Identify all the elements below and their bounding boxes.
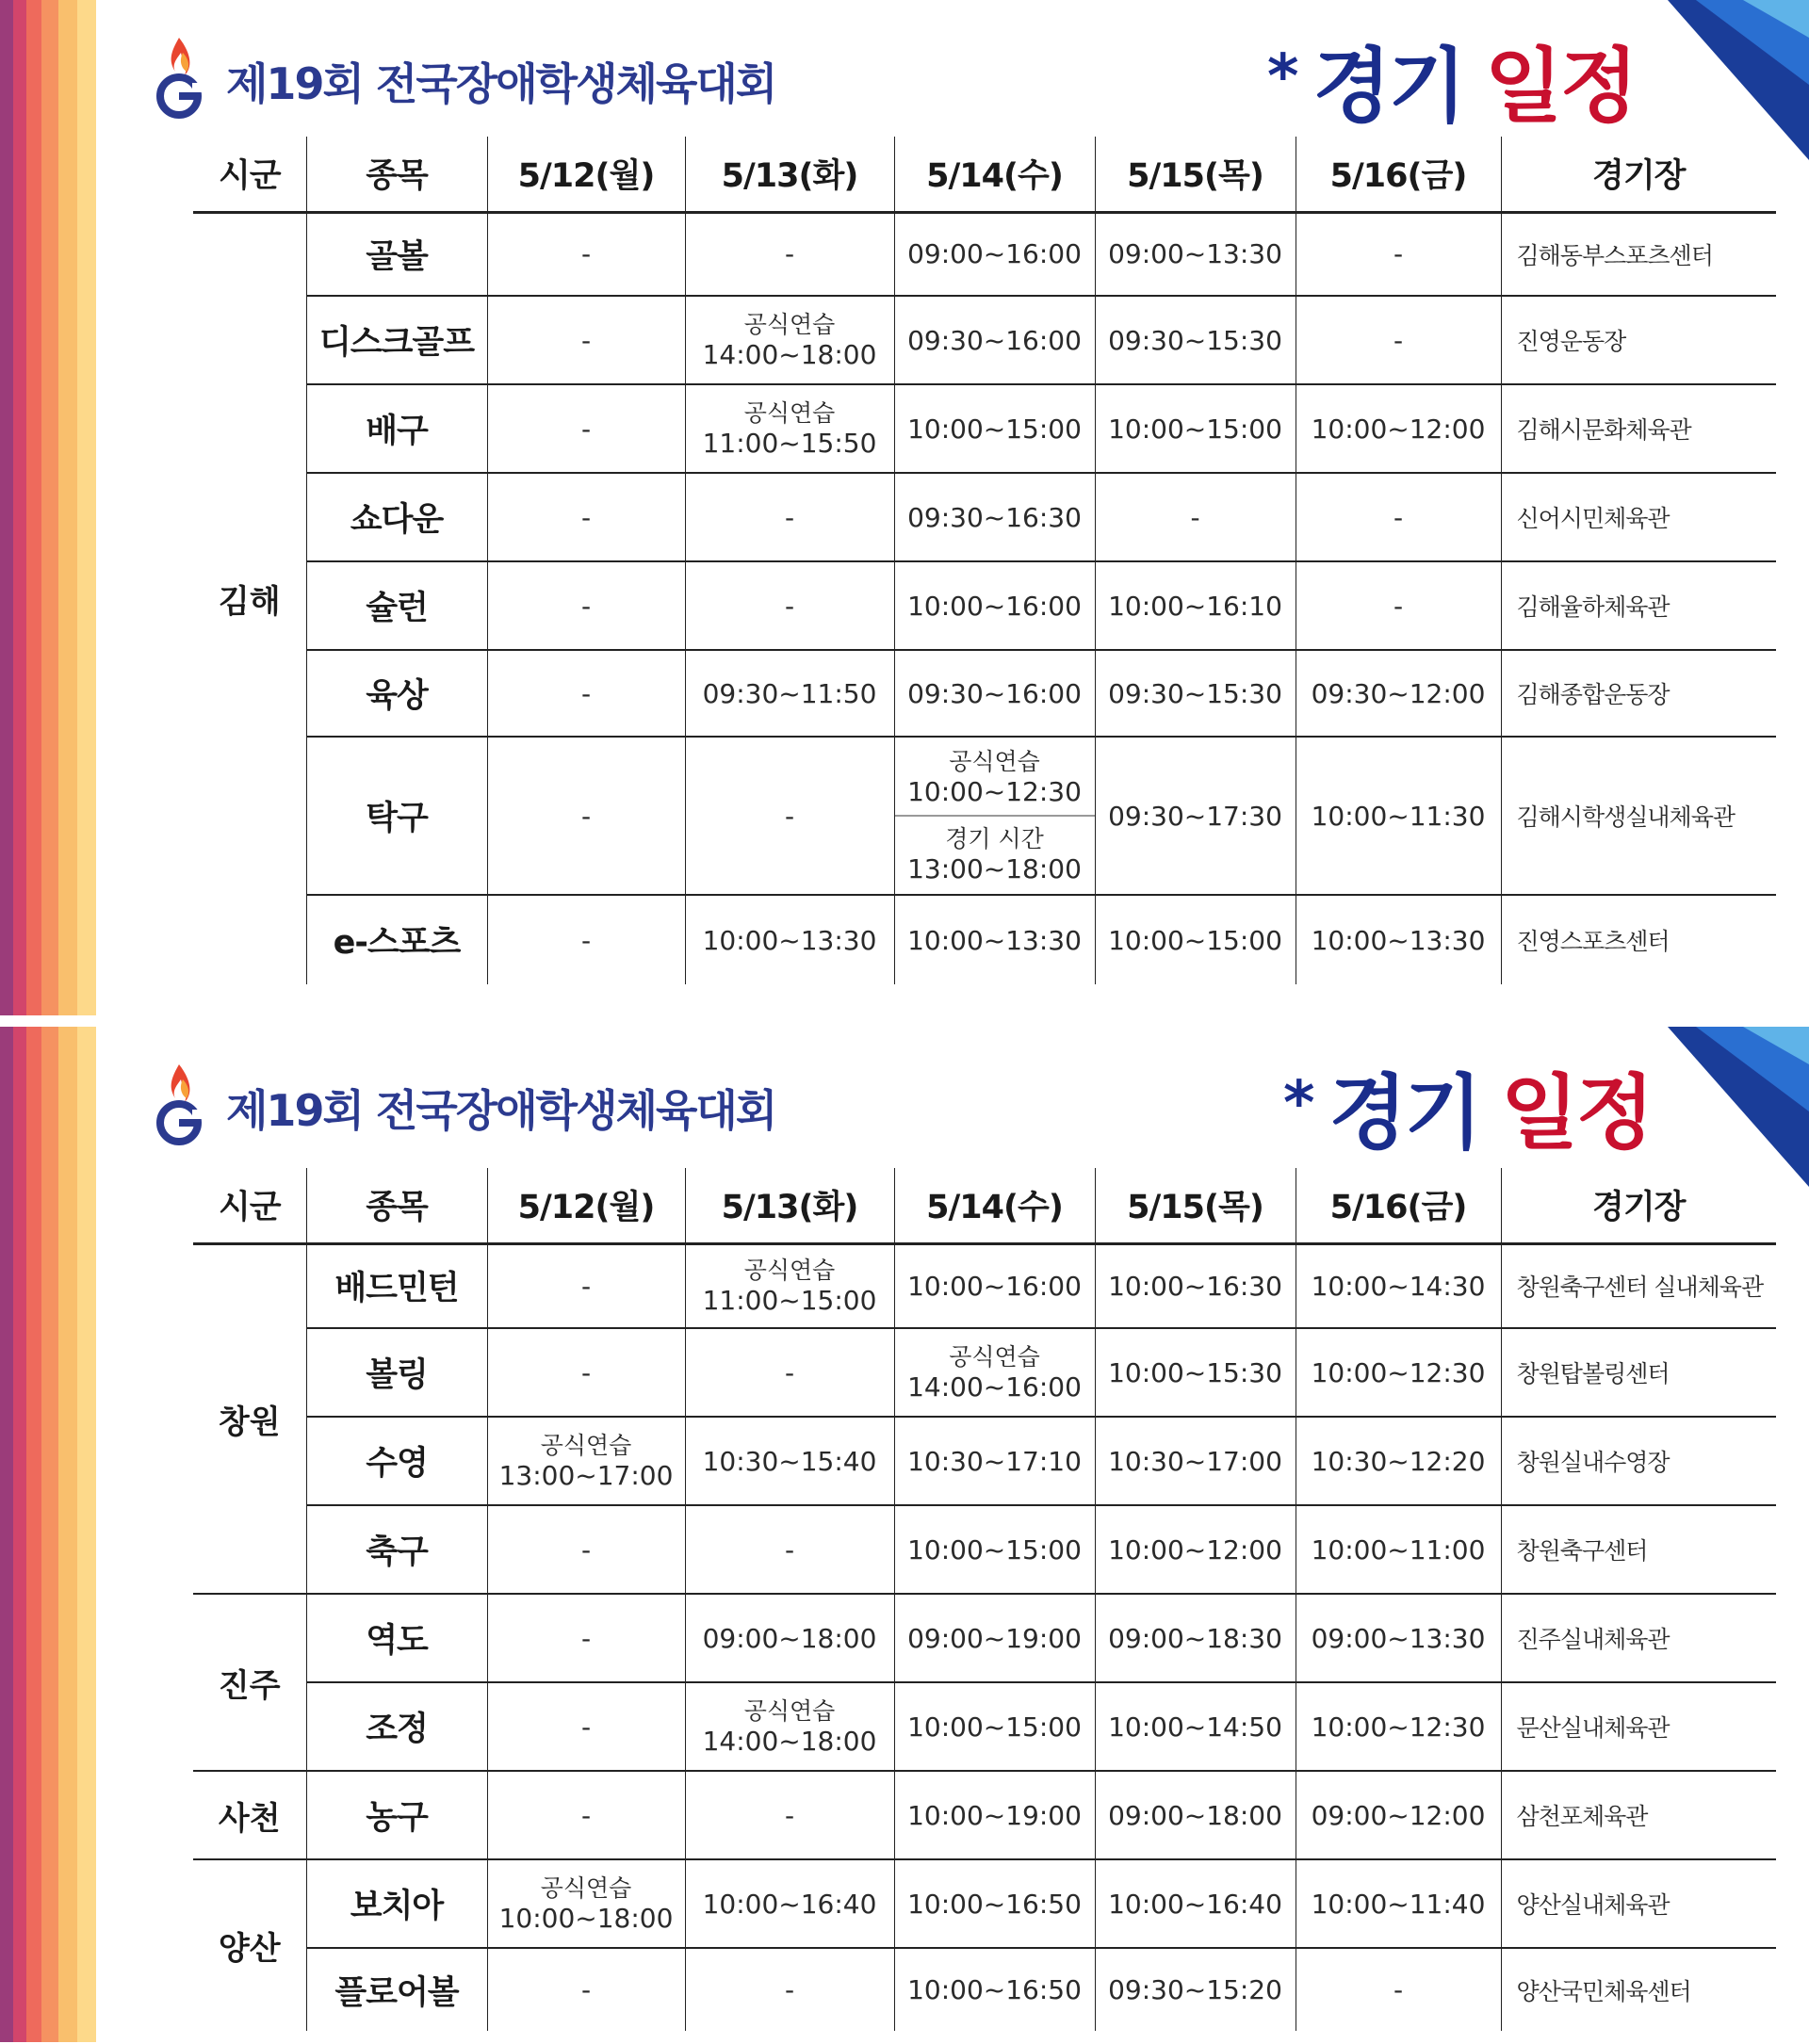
day-cell: - [487,1594,685,1682]
day-cell: - [487,1328,685,1417]
day-cell: 10:00~12:30 [1296,1682,1501,1771]
day-cell: - [487,737,685,895]
day-cell: 10:30~17:00 [1095,1417,1296,1505]
practice-label: 공식연습 [540,1432,632,1459]
title-asterisk: * [1267,42,1296,112]
practice-label: 공식연습 [540,1874,632,1902]
day-cell: - [487,212,685,296]
event-header [151,1061,775,1145]
torch-logo-icon [151,1061,209,1145]
day-cell: 10:00~13:30 [1296,895,1501,984]
schedule-table [193,1168,1776,2031]
sport-cell: 육상 [306,650,487,737]
day-cell: 10:00~11:40 [1296,1859,1501,1948]
day-cell: - [1296,296,1501,384]
practice-label: 공식연습 [743,311,836,338]
day-cell: 09:00~18:30 [1095,1594,1296,1682]
practice-label: 공식연습 [743,399,836,427]
venue-cell: 김해율하체육관 [1501,561,1776,650]
day-cell [685,1682,894,1771]
day-cell: 10:30~12:20 [1296,1417,1501,1505]
match-time-label: 경기 시간 [945,825,1044,852]
day-cell: 10:00~16:40 [1095,1859,1296,1948]
day-cell: - [1296,473,1501,561]
table-row [193,561,1776,650]
header-day-2: 5/13(화) [685,1168,894,1243]
event-title: 제19회 전국장애학생체육대회 [226,1085,776,1136]
header-sport: 종목 [306,137,487,212]
day-cell: - [487,561,685,650]
day-cell: 09:30~15:30 [1095,650,1296,737]
sport-cell: e-스포츠 [306,895,487,984]
title-word-2: 일정 [1500,1066,1652,1160]
time-range: 11:00~15:00 [702,1285,877,1317]
day-cell: - [685,1328,894,1417]
header-day-3: 5/14(수) [894,137,1095,212]
venue-cell: 창원탑볼링센터 [1501,1328,1776,1417]
torch-logo-icon [151,34,209,119]
day-cell: - [685,1771,894,1859]
table-row [193,737,1776,895]
day-cell: 10:00~11:30 [1296,737,1501,895]
table-row [193,1859,1776,1948]
time-range: 10:00~18:00 [498,1903,674,1934]
table-header-row [193,1168,1776,1243]
sport-cell: 볼링 [306,1328,487,1417]
header-sport: 종목 [306,1168,487,1243]
sport-cell: 조정 [306,1682,487,1771]
sport-cell: 역도 [306,1594,487,1682]
time-range: 13:00~17:00 [498,1460,674,1491]
venue-cell: 김해동부스포츠센터 [1501,212,1776,296]
sport-cell: 플로어볼 [306,1948,487,2031]
header-day-3: 5/14(수) [894,1168,1095,1243]
decorative-stripes [0,1027,96,2042]
sport-cell: 배드민턴 [306,1243,487,1328]
day-cell: 10:00~12:00 [1296,384,1501,473]
day-cell: 10:00~13:30 [685,895,894,984]
day-cell: - [685,1505,894,1594]
header-venue: 경기장 [1501,137,1776,212]
city-cell: 진주 [218,1666,281,1705]
day-cell: 09:30~17:30 [1095,737,1296,895]
corner-decoration [1639,1027,1809,1187]
day-cell: 09:30~16:30 [894,473,1095,561]
day-cell: - [487,1948,685,2031]
day-cell: 10:00~16:50 [894,1948,1095,2031]
header-day-5: 5/16(금) [1296,137,1501,212]
event-header [151,34,775,119]
sport-cell: 농구 [306,1771,487,1859]
time-range: 13:00~18:00 [907,853,1082,884]
day-cell: - [1095,473,1296,561]
schedule-title [1267,21,1636,138]
sport-cell: 쇼다운 [306,473,487,561]
practice-label: 공식연습 [949,1343,1040,1371]
table-row [193,650,1776,737]
venue-cell: 김해시문화체육관 [1501,384,1776,473]
table-row [193,473,1776,561]
venue-cell: 김해시학생실내체육관 [1501,737,1776,895]
day-cell: - [685,212,894,296]
day-cell: 10:00~16:00 [894,1243,1095,1328]
venue-cell: 진주실내체육관 [1501,1594,1776,1682]
day-cell: 10:00~16:40 [685,1859,894,1948]
venue-cell: 창원실내수영장 [1501,1417,1776,1505]
day-cell: 10:00~19:00 [894,1771,1095,1859]
day-cell: 10:00~15:00 [1095,895,1296,984]
schedule-title [1283,1047,1652,1164]
day-cell: 09:30~16:00 [894,296,1095,384]
day-cell: 10:00~16:00 [894,561,1095,650]
day-cell: - [487,650,685,737]
venue-cell: 진영스포츠센터 [1501,895,1776,984]
time-range: 14:00~18:00 [702,1726,877,1757]
day-cell: 09:00~13:30 [1095,212,1296,296]
time-range: 14:00~18:00 [702,339,877,370]
day-cell: - [685,561,894,650]
title-asterisk: * [1283,1069,1312,1139]
schedule-panel-gimhae [0,0,1809,1015]
day-cell: 09:30~15:20 [1095,1948,1296,2031]
table-row [193,1948,1776,2031]
time-range: 10:00~12:30 [907,776,1082,807]
table-row [193,1682,1776,1771]
day-cell: 10:30~17:10 [894,1417,1095,1505]
sport-cell: 축구 [306,1505,487,1594]
day-cell: - [487,473,685,561]
schedule-panel-others [0,1027,1809,2042]
day-cell: 09:00~13:30 [1296,1594,1501,1682]
day-cell: - [685,1948,894,2031]
city-cell: 양산 [218,1930,281,1968]
header-day-1: 5/12(월) [487,137,685,212]
day-cell: 09:30~11:50 [685,650,894,737]
header-day-5: 5/16(금) [1296,1168,1501,1243]
venue-cell: 진영운동장 [1501,296,1776,384]
sport-cell: 골볼 [306,212,487,296]
day-cell: 10:00~11:00 [1296,1505,1501,1594]
day-cell: - [685,473,894,561]
venue-cell: 창원축구센터 [1501,1505,1776,1594]
table-row [193,1594,1776,1682]
title-word-1: 경기 [1328,1066,1480,1160]
practice-label: 공식연습 [743,1697,836,1725]
day-cell [685,384,894,473]
header-day-4: 5/15(목) [1095,137,1296,212]
venue-cell: 김해종합운동장 [1501,650,1776,737]
day-cell [487,1859,685,1948]
day-cell [487,1417,685,1505]
table-row [193,895,1776,984]
table-row [193,1417,1776,1505]
day-cell [894,1328,1095,1417]
venue-cell: 양산국민체육센터 [1501,1948,1776,2031]
day-cell: - [487,1243,685,1328]
header-day-2: 5/13(화) [685,137,894,212]
day-cell [685,1243,894,1328]
table-row [193,296,1776,384]
sport-cell: 슐런 [306,561,487,650]
day-cell: 10:00~12:00 [1095,1505,1296,1594]
time-range: 11:00~15:50 [702,428,877,459]
day-cell: 10:00~15:00 [894,1505,1095,1594]
venue-cell: 신어시민체육관 [1501,473,1776,561]
table-row [193,384,1776,473]
event-title: 제19회 전국장애학생체육대회 [226,58,776,109]
sport-cell: 보치아 [306,1859,487,1948]
day-cell: - [487,1682,685,1771]
header-day-1: 5/12(월) [487,1168,685,1243]
day-cell: 10:00~14:30 [1296,1243,1501,1328]
split-cell-top [895,747,1095,817]
decorative-stripes [0,0,96,1015]
city-cell: 김해 [218,583,281,622]
day-cell: 09:30~12:00 [1296,650,1501,737]
day-cell: 10:30~15:40 [685,1417,894,1505]
table-row [193,1505,1776,1594]
venue-cell: 문산실내체육관 [1501,1682,1776,1771]
venue-cell: 창원축구센터 실내체육관 [1501,1243,1776,1328]
day-cell: - [487,1771,685,1859]
sport-cell: 디스크골프 [306,296,487,384]
day-cell: 09:30~16:00 [894,650,1095,737]
day-cell: 09:00~16:00 [894,212,1095,296]
header-day-4: 5/15(목) [1095,1168,1296,1243]
day-cell: 09:00~19:00 [894,1594,1095,1682]
sport-cell: 탁구 [306,737,487,895]
venue-cell: 양산실내체육관 [1501,1859,1776,1948]
venue-cell: 삼천포체육관 [1501,1771,1776,1859]
city-cell: 사천 [218,1799,281,1838]
day-cell: - [1296,212,1501,296]
day-cell: 10:00~16:50 [894,1859,1095,1948]
table-row [193,1243,1776,1328]
title-word-1: 경기 [1312,40,1464,134]
day-cell: 10:00~14:50 [1095,1682,1296,1771]
sport-cell: 배구 [306,384,487,473]
day-cell: 09:00~12:00 [1296,1771,1501,1859]
day-cell: 10:00~15:30 [1095,1328,1296,1417]
day-cell: 10:00~16:10 [1095,561,1296,650]
day-cell [685,296,894,384]
day-cell: - [487,895,685,984]
day-cell: 10:00~15:00 [894,384,1095,473]
city-cell: 창원 [218,1403,281,1441]
day-cell: 10:00~15:00 [894,1682,1095,1771]
table-row [193,1328,1776,1417]
panel-gap [0,1015,1809,1027]
day-cell: - [1296,561,1501,650]
day-cell: 10:00~16:30 [1095,1243,1296,1328]
practice-label: 공식연습 [949,748,1040,775]
title-word-2: 일정 [1484,40,1636,134]
time-range: 14:00~16:00 [907,1371,1082,1403]
day-cell-split [894,737,1095,895]
table-row [193,212,1776,296]
day-cell: 09:00~18:00 [685,1594,894,1682]
day-cell: - [685,737,894,895]
table-header-row [193,137,1776,212]
split-cell-bottom [895,817,1095,884]
sport-cell: 수영 [306,1417,487,1505]
header-city: 시군 [218,1189,281,1227]
header-city: 시군 [218,157,281,196]
day-cell: 10:00~12:30 [1296,1328,1501,1417]
table-row [193,1771,1776,1859]
day-cell: - [487,384,685,473]
day-cell: - [487,296,685,384]
day-cell: 09:00~18:00 [1095,1771,1296,1859]
day-cell: - [487,1505,685,1594]
header-venue: 경기장 [1501,1168,1776,1243]
day-cell: 10:00~15:00 [1095,384,1296,473]
day-cell: 09:30~15:30 [1095,296,1296,384]
day-cell: 10:00~13:30 [894,895,1095,984]
practice-label: 공식연습 [743,1257,836,1285]
schedule-table [193,137,1776,984]
day-cell: - [1296,1948,1501,2031]
